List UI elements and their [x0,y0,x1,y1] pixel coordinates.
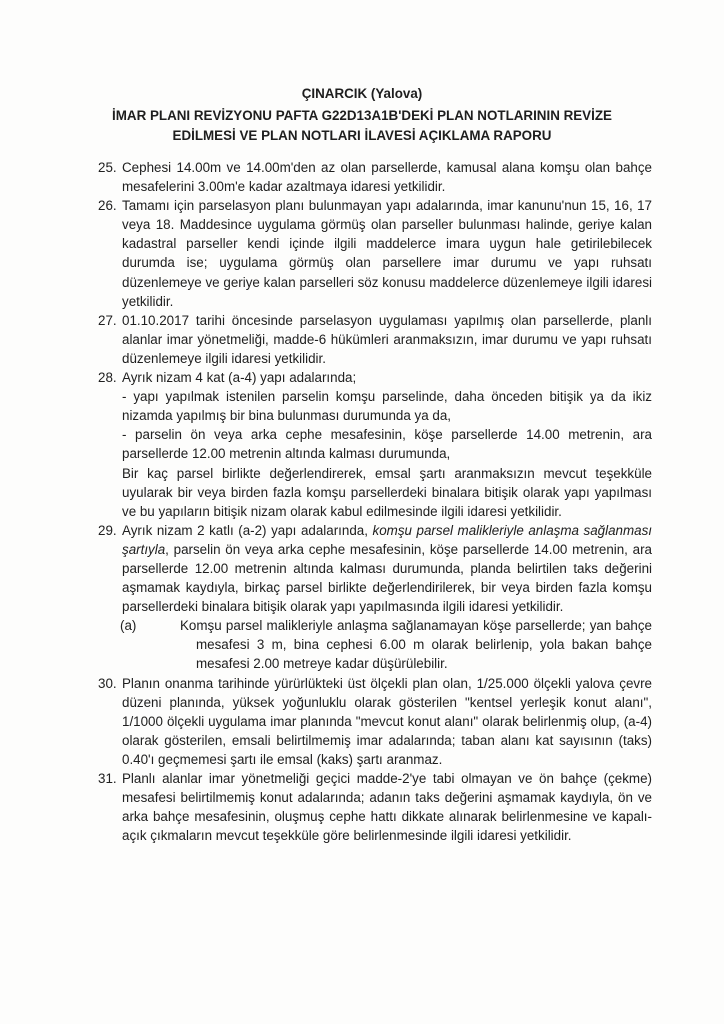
plan-note-25 [92,158,652,196]
plan-note-31 [92,769,652,845]
note-text: 01.10.2017 tarihi öncesinde parselasyon uygulaması yapılmış olan parsellerde, planlı alanlar imar yönetmeliği, madde-6 hükümleri aranmaksızın, imar durumu ve yapı ruhsatı düzenlemeye ilgili idaresi yetkilidir. [122,312,652,366]
plan-note-30 [92,674,652,769]
report-title-line-1: İMAR PLANI REVİZYONU PAFTA G22D13A1B'DEKİ PLAN NOTLARININ REVİZE [112,108,612,123]
plan-note-27 [92,311,652,368]
note-dash-item-1: - yapı yapılmak istenilen parselin komşu parselinde, daha önceden bitişik ya da ikiz nizamda yapılmış bir bina bulunması durumunda ya da, [122,389,652,424]
note-text: Tamamı için parselasyon planı bulunmayan yapı adalarında, imar kanunu'nun 15, 16, 17 veya 18. Maddesince uygulama görmüş olan parseller bulunması halinde, geriye kalan kadastral parseller kendi içinde ilgili maddelerce imara uygun hale getirilebilecek durumda ise; uygulama görmüş olan parsellere imar durumu ve yapı ruhsatı düzenlemeye ve geriye kalan parselleri söz konusu maddelerce düzenlemeye ilgili idaresi yetkilidir. [122,198,652,309]
note-text-end: , parselin ön veya arka cephe mesafesinin, köşe parsellerde 14.00 metrenin, ara parsellerde 12.00 metrenin altında kalması durumunda, planda belirtilen taks değerini aşmamak kaydıyla, birkaç parsel birlikte değerlendirilerek, bir veya birden fazla komşu parsellerdeki binalara bitişik olarak yapı yapılmasında ilgili idaresi yetkilidir. [122,541,652,615]
report-title-line-2: EDİLMESİ VE PLAN NOTLARI İLAVESİ AÇIKLAMA RAPORU [172,128,552,143]
note-number: 29. [98,522,117,538]
sub-item-text: Komşu parsel malikleriyle anlaşma sağlanamayan köşe parsellerde; yan bahçe mesafesi 3 m, bina cephesi 6.00 m olarak belirlenip, yola bakan bahçe mesafesi 2.00 metreye kadar düşürülebilir. [180,618,652,672]
note-text: Planlı alanlar imar yönetmeliği geçici madde-2'ye tabi olmayan ve ön bahçe (çekme) mesafesi belirtilmemiş konut adalarında; adanın taks değerini aşmamak kaydıyla, ön ve arka bahçe mesafesinin, oluşmuş cephe hattı dikkate alınarak belirlenmesine ve kapalı-açık çıkmaların mevcut teşekküle göre belirlenmesinde ilgili idaresi yetkilidir. [122,771,652,844]
plan-note-28 [92,368,652,521]
note-text: Planın onanma tarihinde yürürlükteki üst ölçekli plan olan, 1/25.000 ölçekli yalova çevre düzeni planında, yüksek yoğunluklu olarak gösterilen "kentsel yerleşik konut alanı", 1/1000 ölçekli uygulama imar planında "mevcut konut alanı" olarak belirlenmiş olup, (a-4) olarak gösterilen, emsali belirtilmemiş imar adalarında; taban alanı kat sayısının (taks) 0.40'ı geçmemesi şartı ile emsal (kaks) şartı aranmaz. [122,675,652,767]
note-text-italic: komşu parsel malikleriyle anlaşma sağlanması şartıyla [122,522,652,557]
note-number: 28. [98,370,117,386]
note-dash-item-2: - parselin ön veya arka cephe mesafesinin, köşe parsellerde 14.00 metrenin, ara parsellerde 12.00 metrenin altında kalması durumunda, [122,427,652,462]
note-number: 27. [98,312,117,328]
plan-note-29 [92,521,652,674]
note-text [122,521,652,616]
sub-item-mark: (a) [120,618,137,634]
plan-note-26 [92,196,652,311]
plan-notes-list [92,158,652,845]
note-number: 30. [98,675,117,691]
note-number: 26. [98,198,117,214]
note-text-start: Ayrık nizam 2 katlı (a-2) yapı adalarında, [122,522,373,538]
report-header [60,84,664,146]
note-number: 25. [98,160,117,175]
note-intro: Ayrık nizam 4 kat (a-4) yapı adalarında; [122,370,357,386]
note-number: 31. [98,771,117,786]
note-sub-item-a [100,616,652,673]
note-closing: Bir kaç parsel birlikte değerlendirerek, emsal şartı aranmaksızın mevcut teşekküle uyularak bir veya birden fazla komşu parsellerdeki binalara bitişik olarak yapı yapılması ve bu yapıların bitişik nizam olarak kabul edilmesinde ilgili idaresi yetkilidir. [122,465,652,519]
report-location: ÇINARCIK (Yalova) [301,86,423,101]
note-text: Cephesi 14.00m ve 14.00m'den az olan parsellerde, kamusal alana komşu olan bahçe mesafelerini 3.00m'e kadar azaltmaya idaresi yetkilidir. [122,160,652,195]
